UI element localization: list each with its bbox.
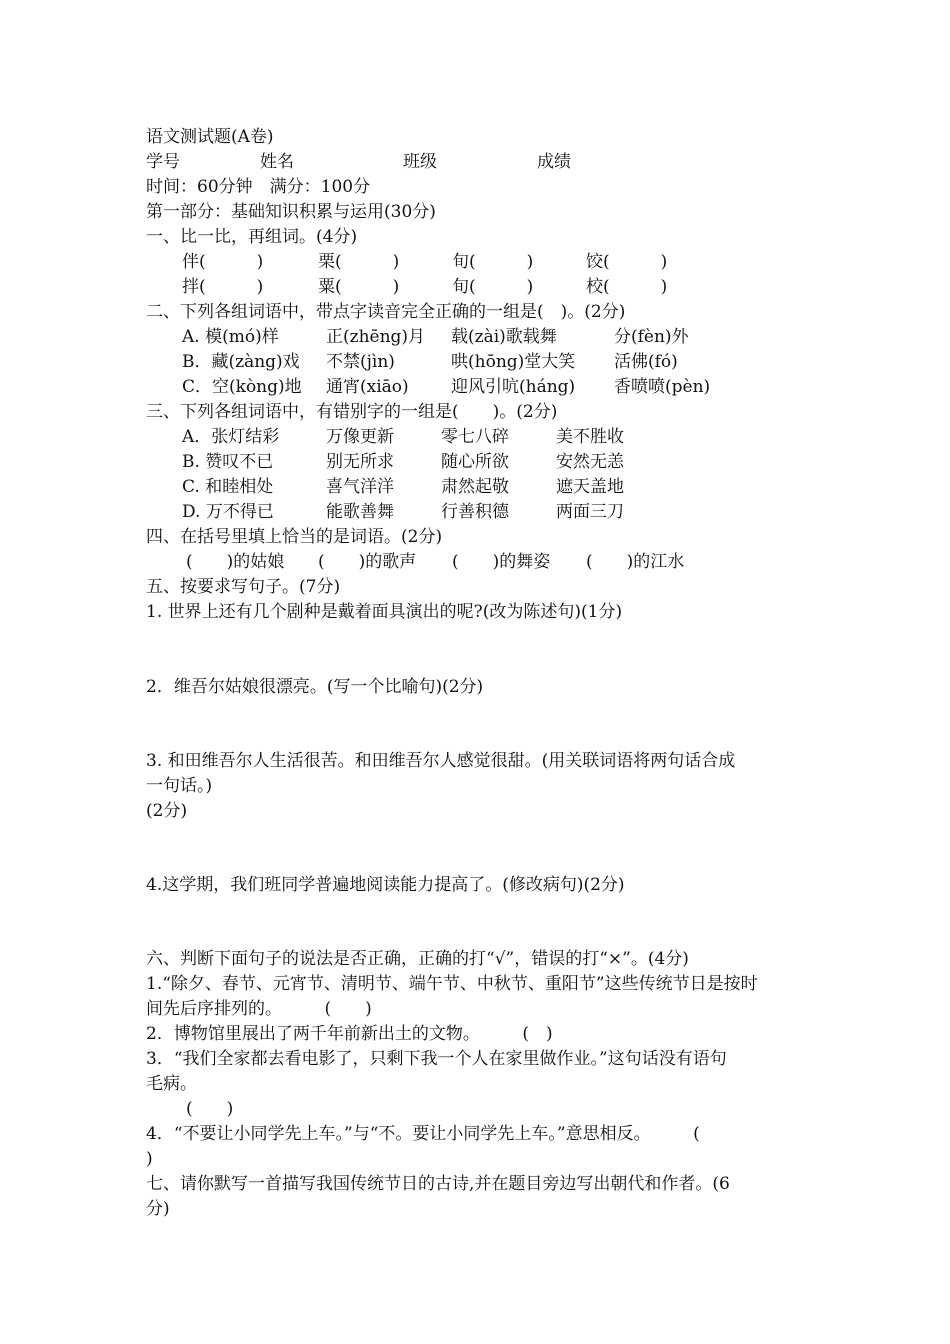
- question-6-item-3-answer: ( ): [186, 1099, 234, 1119]
- option-word: 正(zhēng)月: [326, 327, 426, 347]
- question-6-item-4-cont: ): [146, 1149, 153, 1169]
- question-5-item-1: 1. 世界上还有几个剧种是戴着面具演出的呢?(改为陈述句)(1分): [146, 602, 623, 622]
- option-word: B．藏(zàng)戏: [182, 352, 300, 372]
- option-word: 通宵(xiāo): [326, 377, 409, 397]
- option-word: 载(zài)歌载舞: [451, 327, 557, 347]
- question-7-title-cont: 分): [146, 1199, 170, 1219]
- option-word: 能歌善舞: [326, 502, 394, 522]
- option-word: 万像更新: [326, 427, 394, 447]
- question-6-item-3: 3．“我们全家都去看电影了，只剩下我一个人在家里做作业。”这句话没有语句: [146, 1049, 727, 1069]
- word-box: 校( ): [586, 277, 668, 297]
- option-word: 遮天盖地: [556, 477, 624, 497]
- question-5-item-3-cont: 一句话。): [146, 776, 213, 796]
- option-word: A．张灯结彩: [182, 427, 280, 447]
- question-6-item-2: 2．博物馆里展出了两千年前新出土的文物。 ( ): [146, 1024, 553, 1044]
- student-id-label: 学号: [146, 152, 180, 172]
- question-6-item-1-cont: 间先后序排列的。 ( ): [146, 999, 372, 1019]
- option-word: 喜气洋洋: [326, 477, 394, 497]
- fill-blank: ( )的江水: [586, 552, 685, 572]
- score-label: 成绩: [537, 152, 571, 172]
- option-word: 两面三刀: [556, 502, 624, 522]
- option-word: 随心所欲: [441, 452, 509, 472]
- question-6-item-1: 1.“除夕、春节、元宵节、清明节、端午节、中秋节、重阳节”这些传统节日是按时: [146, 974, 758, 994]
- option-word: 安然无恙: [556, 452, 624, 472]
- option-word: 哄(hōng)堂大笑: [451, 352, 576, 372]
- question-2-title: 二、下列各组词语中，带点字读音完全正确的一组是( )。(2分): [146, 302, 626, 322]
- class-label: 班级: [403, 152, 437, 172]
- fill-blank: ( )的姑娘: [186, 552, 285, 572]
- question-7-title: 七、请你默写一首描写我国传统节日的古诗,并在题目旁边写出朝代和作者。(6: [146, 1174, 730, 1194]
- word-box: 栗( ): [318, 252, 400, 272]
- option-word: C. 和睦相处: [182, 477, 274, 497]
- question-5-title: 五、按要求写句子。(7分): [146, 577, 341, 597]
- option-word: 零七八碎: [441, 427, 509, 447]
- word-box: 旬( ): [452, 252, 534, 272]
- option-word: 活佛(fó): [614, 352, 678, 372]
- fill-blank: ( )的舞姿: [452, 552, 551, 572]
- option-word: C．空(kòng)地: [182, 377, 302, 397]
- option-word: 分(fèn)外: [614, 327, 689, 347]
- option-word: 别无所求: [326, 452, 394, 472]
- option-word: 美不胜收: [556, 427, 624, 447]
- question-6-item-4: 4．“不要让小同学先上车。”与“不。要让小同学先上车。”意思相反。 (: [146, 1124, 700, 1144]
- exam-title: 语文测试题(A卷): [146, 127, 274, 147]
- question-3-title: 三、下列各组词语中，有错别字的一组是( )。(2分): [146, 402, 558, 422]
- option-word: 迎风引吭(háng): [451, 377, 576, 397]
- option-word: B. 赞叹不已: [182, 452, 274, 472]
- name-label: 姓名: [260, 152, 294, 172]
- option-word: 香喷喷(pèn): [614, 377, 711, 397]
- word-box: 饺( ): [586, 252, 668, 272]
- question-4-title: 四、在括号里填上恰当的是词语。(2分): [146, 527, 443, 547]
- part-one-heading: 第一部分：基础知识积累与运用(30分): [146, 202, 436, 222]
- question-6-title: 六、判断下面句子的说法是否正确，正确的打“√”，错误的打“×”。(4分): [146, 949, 689, 969]
- option-word: 行善积德: [441, 502, 509, 522]
- question-6-item-3-cont: 毛病。: [146, 1074, 197, 1094]
- question-5-item-4: 4.这学期，我们班同学普遍地阅读能力提高了。(修改病句)(2分): [146, 875, 625, 895]
- option-word: 肃然起敬: [441, 477, 509, 497]
- question-5-item-2: 2．维吾尔姑娘很漂亮。(写一个比喻句)(2分): [146, 677, 484, 697]
- word-box: 旬( ): [452, 277, 534, 297]
- fill-blank: ( )的歌声: [318, 552, 417, 572]
- option-word: D. 万不得已: [182, 502, 274, 522]
- question-5-item-3-score: (2分): [146, 801, 188, 821]
- time-line: 时间：60分钟 满分：100分: [146, 177, 371, 197]
- word-box: 粟( ): [318, 277, 400, 297]
- option-word: A. 模(mó)样: [182, 327, 279, 347]
- word-box: 拌( ): [182, 277, 264, 297]
- option-word: 不禁(jìn): [326, 352, 395, 372]
- question-5-item-3: 3. 和田维吾尔人生活很苦。和田维吾尔人感觉很甜。(用关联词语将两句话合成: [146, 751, 736, 771]
- word-box: 伴( ): [182, 252, 264, 272]
- question-1-title: 一、比一比，再组词。(4分): [146, 227, 358, 247]
